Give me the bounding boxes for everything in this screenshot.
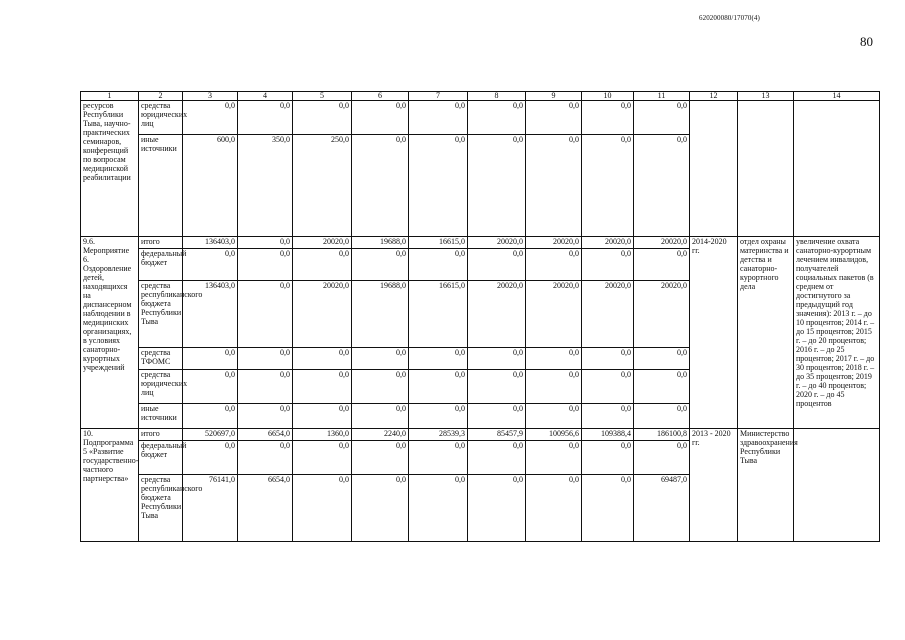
value-cell: 0,0 [468, 440, 526, 474]
period-cell: 2014-2020 гг. [690, 236, 738, 428]
value-cell: 0,0 [352, 347, 409, 369]
value-cell: 0,0 [183, 440, 238, 474]
value-cell: 520697,0 [183, 428, 238, 440]
column-header: 8 [468, 92, 526, 101]
value-cell: 20020,0 [526, 281, 582, 348]
funding-source: иные источники [139, 404, 183, 428]
page-number: 80 [860, 34, 873, 49]
measure-name: 10. Подпрограмма 5 «Развитие государственно-частного партнерства» [81, 428, 139, 541]
value-cell: 0,0 [409, 135, 468, 236]
column-header: 10 [582, 92, 634, 101]
table-row [81, 428, 880, 440]
value-cell: 0,0 [238, 281, 293, 348]
value-cell: 0,0 [238, 404, 293, 428]
value-cell: 0,0 [352, 440, 409, 474]
responsible-cell: Министерство здравоохранения Республики Тыва [738, 428, 794, 541]
value-cell: 186100,8 [634, 428, 690, 440]
value-cell: 0,0 [582, 370, 634, 404]
value-cell: 0,0 [468, 248, 526, 280]
value-cell: 0,0 [634, 248, 690, 280]
value-cell: 0,0 [468, 370, 526, 404]
value-cell: 0,0 [293, 475, 352, 542]
funding-source: иные источники [139, 135, 183, 236]
value-cell: 16615,0 [409, 281, 468, 348]
value-cell: 0,0 [582, 347, 634, 369]
column-number-row [81, 92, 880, 101]
funding-source: средства юридических лиц [139, 370, 183, 404]
value-cell: 0,0 [634, 404, 690, 428]
value-cell: 0,0 [352, 135, 409, 236]
value-cell: 0,0 [526, 404, 582, 428]
value-cell: 0,0 [352, 475, 409, 542]
value-cell: 0,0 [582, 440, 634, 474]
responsible-cell: отдел охраны материнства и детства и санаторно-курортного дела [738, 236, 794, 428]
value-cell: 20020,0 [526, 236, 582, 248]
value-cell: 0,0 [293, 347, 352, 369]
value-cell: 69487,0 [634, 475, 690, 542]
value-cell: 20020,0 [293, 236, 352, 248]
value-cell: 0,0 [582, 475, 634, 542]
funding-source: итого [139, 428, 183, 440]
value-cell: 0,0 [526, 135, 582, 236]
table-row [81, 236, 880, 248]
responsible-cell [738, 101, 794, 237]
document-id: 620200080/17070(4) [699, 14, 760, 22]
value-cell: 0,0 [526, 370, 582, 404]
value-cell: 0,0 [183, 347, 238, 369]
value-cell: 0,0 [352, 101, 409, 135]
value-cell: 0,0 [238, 370, 293, 404]
column-header: 1 [81, 92, 139, 101]
value-cell: 0,0 [468, 475, 526, 542]
value-cell: 0,0 [634, 370, 690, 404]
funding-source: средства ТФОМС [139, 347, 183, 369]
value-cell: 0,0 [582, 248, 634, 280]
column-header: 12 [690, 92, 738, 101]
column-header: 6 [352, 92, 409, 101]
value-cell: 0,0 [293, 440, 352, 474]
value-cell: 1360,0 [293, 428, 352, 440]
column-header: 13 [738, 92, 794, 101]
value-cell: 100956,6 [526, 428, 582, 440]
column-header: 4 [238, 92, 293, 101]
value-cell: 0,0 [238, 347, 293, 369]
value-cell: 0,0 [634, 440, 690, 474]
value-cell: 136403,0 [183, 281, 238, 348]
value-cell: 0,0 [293, 101, 352, 135]
value-cell: 0,0 [468, 347, 526, 369]
value-cell: 0,0 [352, 404, 409, 428]
value-cell: 2240,0 [352, 428, 409, 440]
value-cell: 0,0 [409, 101, 468, 135]
value-cell: 0,0 [183, 404, 238, 428]
funding-source: средства республиканского бюджета Республики Тыва [139, 281, 183, 348]
value-cell: 28539,3 [409, 428, 468, 440]
value-cell: 0,0 [526, 440, 582, 474]
value-cell: 0,0 [582, 404, 634, 428]
value-cell: 0,0 [293, 248, 352, 280]
value-cell: 0,0 [293, 404, 352, 428]
result-cell [794, 101, 880, 237]
value-cell: 0,0 [468, 404, 526, 428]
funding-source: федеральный бюджет [139, 248, 183, 280]
value-cell: 0,0 [409, 248, 468, 280]
value-cell: 0,0 [409, 404, 468, 428]
value-cell: 76141,0 [183, 475, 238, 542]
value-cell: 0,0 [582, 101, 634, 135]
value-cell: 0,0 [238, 236, 293, 248]
column-header: 2 [139, 92, 183, 101]
value-cell: 0,0 [468, 101, 526, 135]
value-cell: 0,0 [183, 248, 238, 280]
value-cell: 0,0 [409, 370, 468, 404]
funding-source: средства юридических лиц [139, 101, 183, 135]
value-cell: 16615,0 [409, 236, 468, 248]
budget-table [80, 91, 880, 542]
value-cell: 250,0 [293, 135, 352, 236]
value-cell: 600,0 [183, 135, 238, 236]
value-cell: 0,0 [352, 370, 409, 404]
funding-source: федеральный бюджет [139, 440, 183, 474]
value-cell: 0,0 [238, 248, 293, 280]
column-header: 3 [183, 92, 238, 101]
value-cell: 0,0 [526, 347, 582, 369]
value-cell: 0,0 [634, 135, 690, 236]
period-cell: 2013 - 2020 гг. [690, 428, 738, 541]
column-header: 14 [794, 92, 880, 101]
value-cell: 6654,0 [238, 475, 293, 542]
value-cell: 0,0 [634, 347, 690, 369]
value-cell: 350,0 [238, 135, 293, 236]
value-cell: 0,0 [183, 101, 238, 135]
value-cell: 0,0 [238, 440, 293, 474]
value-cell: 0,0 [238, 101, 293, 135]
value-cell: 20020,0 [582, 236, 634, 248]
period-cell [690, 101, 738, 237]
value-cell: 0,0 [183, 370, 238, 404]
value-cell: 0,0 [293, 370, 352, 404]
value-cell: 20020,0 [468, 236, 526, 248]
column-header: 7 [409, 92, 468, 101]
value-cell: 0,0 [409, 475, 468, 542]
value-cell: 85457,9 [468, 428, 526, 440]
column-header: 9 [526, 92, 582, 101]
value-cell: 20020,0 [634, 236, 690, 248]
value-cell: 0,0 [526, 475, 582, 542]
measure-name: ресурсов Республики Тыва, научно-практических семинаров, конференций по вопросам медицинской реабилитации [81, 101, 139, 237]
value-cell: 109388,4 [582, 428, 634, 440]
column-header: 11 [634, 92, 690, 101]
value-cell: 0,0 [468, 135, 526, 236]
value-cell: 0,0 [409, 347, 468, 369]
value-cell: 20020,0 [634, 281, 690, 348]
value-cell: 136403,0 [183, 236, 238, 248]
table-row [81, 101, 880, 135]
value-cell: 6654,0 [238, 428, 293, 440]
funding-source: средства республиканского бюджета Республики Тыва [139, 475, 183, 542]
value-cell: 19688,0 [352, 236, 409, 248]
value-cell: 0,0 [634, 101, 690, 135]
value-cell: 0,0 [409, 440, 468, 474]
funding-source: итого [139, 236, 183, 248]
value-cell: 0,0 [582, 135, 634, 236]
value-cell: 20020,0 [293, 281, 352, 348]
result-cell [794, 428, 880, 541]
value-cell: 0,0 [526, 248, 582, 280]
value-cell: 19688,0 [352, 281, 409, 348]
column-header: 5 [293, 92, 352, 101]
result-cell: увеличение охвата санаторно-курортным лечением инвалидов, получателей социальных пакетов (в среднем от достигнутого за предыдущий год значения): 2013 г. – до 10 процентов; 2014 г. – до 15 процентов; 2015 г. – до 20 процентов; 2016 г. – до 25 процентов; 2017 г. – до 30 процентов; 2018 г. – до 35 процентов; 2019 г. – до 40 процентов; 2020 г. – до 45 процентов [794, 236, 880, 428]
value-cell: 0,0 [352, 248, 409, 280]
value-cell: 20020,0 [468, 281, 526, 348]
measure-name: 9.6. Мероприятие 6. Оздоровление детей, находящихся на диспансерном наблюдении в медицинских организациях, в условиях санаторно-курортных учреждений [81, 236, 139, 428]
value-cell: 20020,0 [582, 281, 634, 348]
value-cell: 0,0 [526, 101, 582, 135]
